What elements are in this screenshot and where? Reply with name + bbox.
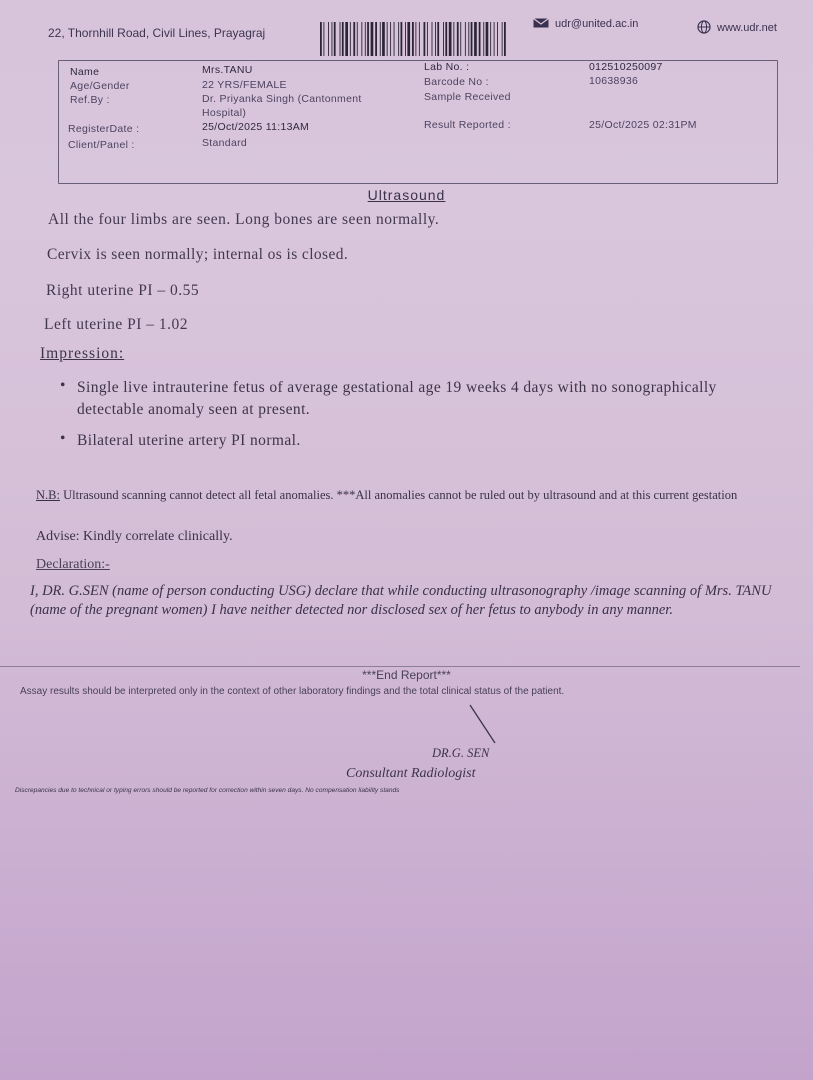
lab-address: 22, Thornhill Road, Civil Lines, Prayagraj [48, 26, 266, 40]
website-text: www.udr.net [717, 22, 777, 34]
declaration-text: I, DR. G.SEN (name of person conducting USG) declare that while conducting ultrasonography /image scanning of Mrs. TANU (name of the pregnant women) I have neither detected nor disclosed sex of her fetus to anybody in any manner. [30, 583, 772, 618]
finding-line: Cervix is seen normally; internal os is closed. [47, 246, 349, 263]
ref-by-label: Ref.By : [70, 94, 110, 106]
report-title: Ultrasound [367, 187, 446, 203]
finding-line: All the four limbs are seen. Long bones are seen normally. [48, 211, 440, 228]
impression-item: Bilateral uterine artery PI normal. [77, 432, 301, 449]
result-reported-date: 25/Oct/2025 02:31PM [589, 119, 697, 131]
bullet-icon: • [60, 430, 66, 447]
impression-heading: Impression: [40, 345, 125, 362]
register-date-label: RegisterDate : [68, 123, 140, 135]
age-gender-label: Age/Gender [70, 80, 130, 92]
email-text: udr@united.ac.in [555, 18, 639, 30]
finding-line: Left uterine PI – 1.02 [44, 316, 189, 333]
globe-icon [697, 20, 711, 34]
doctor-name: DR.G. SEN [432, 746, 490, 760]
referring-doctor: Dr. Priyanka Singh (Cantonment [202, 93, 362, 105]
contact-email [533, 18, 638, 30]
declaration-heading: Declaration:- [36, 557, 110, 572]
register-date: 25/Oct/2025 11:13AM [202, 121, 310, 133]
doctor-title: Consultant Radiologist [346, 766, 476, 781]
barcode-no: 10638936 [589, 75, 639, 87]
sample-received-label: Sample Received [424, 91, 511, 103]
referring-doctor-line2: Hospital) [202, 107, 247, 119]
patient-name: Mrs.TANU [202, 64, 253, 76]
barcode-no-label: Barcode No : [424, 76, 489, 88]
patient-details-box [58, 60, 778, 184]
nb-text: Ultrasound scanning cannot detect all fetal anomalies. ***All anomalies cannot be ruled out by ultrasound and at this current gestation [59, 488, 738, 502]
lab-no: 012510250097 [589, 61, 663, 73]
lab-no-label: Lab No. : [424, 61, 470, 73]
impression-item: Single live intrauterine fetus of average gestational age 19 weeks 4 days with no sonographically detectable anomaly seen at present. [77, 379, 717, 418]
result-reported-label: Result Reported : [424, 119, 511, 131]
end-report-marker: ***End Report*** [362, 668, 451, 682]
nb-note [36, 488, 786, 503]
nb-label: N.B: [36, 488, 60, 502]
bullet-icon: • [60, 377, 66, 394]
client-panel: Standard [202, 137, 248, 149]
signature-mark [468, 703, 498, 745]
client-panel-label: Client/Panel : [68, 139, 135, 151]
assay-note: Assay results should be interpreted only in the context of other laboratory findings and the total clinical status of the patient. [20, 686, 565, 697]
advise-note: Advise: Kindly correlate clinically. [36, 529, 233, 544]
name-label: Name [70, 66, 100, 78]
barcode-image [318, 20, 513, 58]
mail-icon [533, 18, 549, 28]
divider [0, 666, 800, 667]
contact-website [697, 20, 777, 34]
finding-line: Right uterine PI – 0.55 [46, 282, 200, 299]
patient-age-gender: 22 YRS/FEMALE [202, 79, 287, 91]
disclaimer-note: Discrepancies due to technical or typing errors should be reported for correction within seven days. No compensation liability stands [15, 787, 400, 794]
